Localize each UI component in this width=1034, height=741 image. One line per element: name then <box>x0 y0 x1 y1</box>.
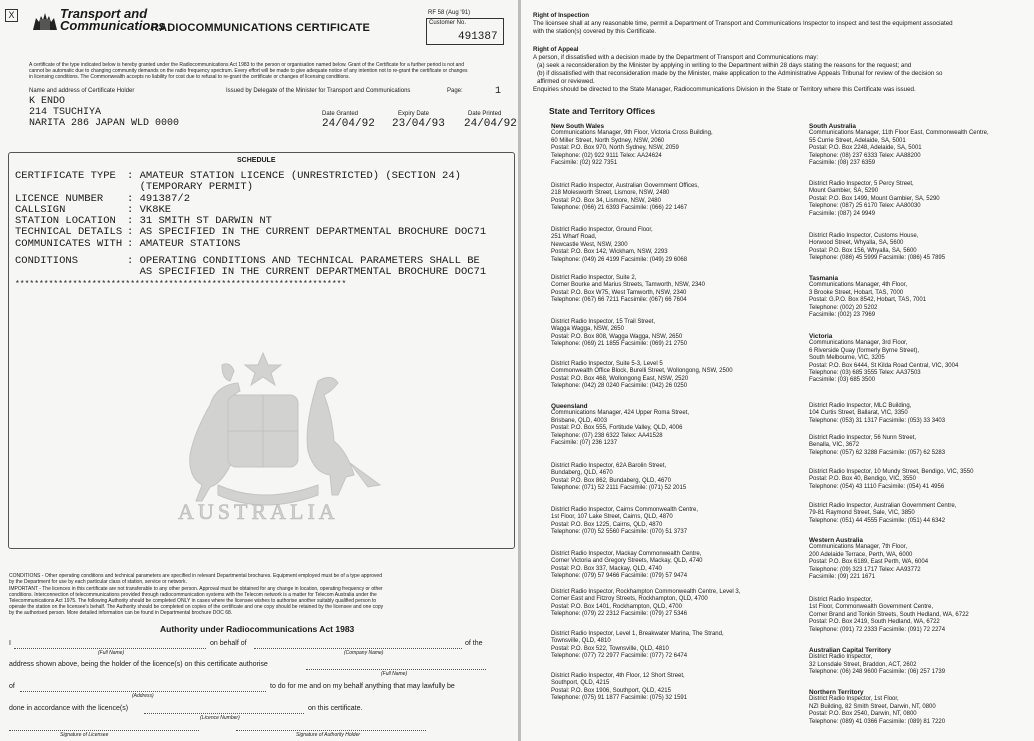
office-line: Telephone: (054) 43 1110 Facsimile: (054) 41 4956 <box>809 483 945 490</box>
appeal-line-2: (a) seek a reconsideration by the Minister by applying in writing to the Department within 28 days stating the reasons for the request; and <box>537 62 912 69</box>
licensee-signature-line[interactable] <box>9 730 199 731</box>
asterisk-rule: ********************************************************************* <box>15 280 347 289</box>
office-entry <box>809 647 945 677</box>
office-line: District Radio Inspector, Suite 2, <box>551 275 637 281</box>
state-heading: Australian Capital Territory <box>809 647 891 654</box>
office-line: Telephone: (087) 25 6170 Telex: AA80030 <box>809 203 921 210</box>
office-line: Telephone: (079) 57 9466 Facsimile: (079) 57 9474 <box>551 573 688 580</box>
date-printed-label: Date Printed <box>468 111 502 117</box>
intro-line-2: cannot be automatic due to changing community demands on the radio frequency spectrum. Every effort will be made to give adequate notice of any intention not to re-grant the certificate or changes <box>29 68 468 74</box>
office-entry <box>551 361 733 391</box>
office-line: Postal: P.O. Box 6444, St Kilda Road Central, VIC, 3004 <box>809 362 959 369</box>
date-granted-label: Date Granted <box>322 111 359 117</box>
office-line: Telephone: (071) 52 2111 Facsimile: (071) 52 2015 <box>551 485 687 492</box>
state-heading: Western Australia <box>809 537 863 544</box>
office-line: District Radio Inspector, 62A Barolin Street, <box>551 463 667 469</box>
offices-heading: State and Territory Offices <box>549 106 656 116</box>
office-entry <box>809 435 945 457</box>
office-line: Telephone: (051) 44 4555 Facsimile: (051) 44 6342 <box>809 517 946 524</box>
expiry-date: 23/04/93 <box>392 118 445 130</box>
office-line: District Radio Inspector, Australian Government Centre, <box>809 503 957 509</box>
company-caption: (Company Name) <box>344 650 384 656</box>
office-line: Telephone: (086) 45 5999 Facsimile: (086) 45 7895 <box>809 255 946 262</box>
expiry-label: Expiry Date <box>398 111 430 117</box>
page-label: Page: <box>447 88 463 94</box>
state-heading: Victoria <box>809 333 833 340</box>
office-entry <box>809 181 940 218</box>
watermark-australia: AUSTRALIA <box>178 499 339 524</box>
state-heading: Tasmania <box>809 275 839 282</box>
date-printed: 24/04/92 <box>464 118 517 130</box>
office-line: Facsimile: (002) 23 7969 <box>809 312 876 319</box>
office-line: Facsimile: (03) 685 3500 <box>809 377 876 384</box>
auth-done: done in accordance with the licence(s) <box>9 705 129 712</box>
schedule-row-value: : 491387/2 <box>127 192 191 205</box>
office-line: Postal: P.O. Box 1499, Mount Gambier, SA, 5290 <box>809 195 940 202</box>
schedule-row-label: CONDITIONS <box>15 255 79 268</box>
office-line: Mount Gambier, SA, 5290 <box>809 188 879 195</box>
office-entry <box>809 123 989 167</box>
office-line: Postal: P.O. Box 1906, Southport, QLD, 4215 <box>551 687 671 694</box>
schedule-row-label: STATION LOCATION <box>15 215 116 228</box>
office-line: Telephone: (077) 72 2977 Facsimile: (077) 72 6474 <box>551 653 688 660</box>
office-line: 200 Adelaide Terrace, Perth, WA, 6000 <box>809 551 913 558</box>
office-entry <box>551 227 687 264</box>
office-line: Communications Manager, 9th Floor, Victoria Cross Building, <box>551 130 713 137</box>
conditions-line-2: by the Department for use by each particular class of station, service or network. <box>9 579 187 585</box>
office-line: District Radio Inspector, Suite 5-3, Level 5 <box>551 361 663 367</box>
conditions-line-1: CONDITIONS - Other operating conditions and technical parameters are specified in relevant Departmental brochures. Equipment employed must be of a type approved <box>9 573 382 579</box>
office-line: District Radio Inspector, Ground Floor, <box>551 227 653 233</box>
office-entry <box>551 631 724 661</box>
appeal-heading: Right of Appeal <box>533 46 579 53</box>
office-line: Postal: P.O. Box 808, Wagga Wagga, NSW, 2650 <box>551 333 683 340</box>
office-line: Telephone: (067) 66 7211 Facsimile: (067) 66 7604 <box>551 297 687 304</box>
coat-of-arms-logo <box>30 10 60 32</box>
office-line: Postal: P.O. Box 970, North Sydney, NSW, 2059 <box>551 145 679 152</box>
conditions-line-4: conditions. Interconnection of telecommunications provided through radiocommunication systems with the Telecom network is a matter for Telecom Australia under the <box>9 592 377 598</box>
office-line: Telephone: (069) 21 1855 Facsimile: (069) 21 2750 <box>551 341 688 348</box>
auth-of: of <box>9 683 15 690</box>
office-line: 55 Currie Street, Adelaide, SA, 5001 <box>809 137 906 144</box>
office-line: Telephone: (042) 28 0240 Facsimile: (042) 26 0250 <box>551 383 688 390</box>
certificate-reverse <box>521 0 1034 741</box>
office-line: Postal: P.O. Box 156, Whyalla, SA, 5600 <box>809 247 917 254</box>
issued-by: Issued by Delegate of the Minister for Transport and Communications <box>226 88 411 94</box>
office-line: Postal: P.O. Box 34, Lismore, NSW, 2480 <box>551 197 661 204</box>
office-line: District Radio Inspector, 5 Percy Street, <box>809 181 914 187</box>
customer-no-value: 491387 <box>458 31 498 43</box>
office-entry <box>551 319 687 349</box>
office-entry <box>809 689 945 726</box>
office-line: 3 Brooke Street, Hobart, TAS, 7000 <box>809 289 904 296</box>
schedule-rows <box>15 171 486 279</box>
office-line: Telephone: (075) 91 1877 Facsimile: (075) 32 1591 <box>551 695 688 702</box>
schedule-row <box>15 194 486 205</box>
office-line: District Radio Inspector, Rockhampton Commonwealth Centre, Level 3, <box>551 589 741 595</box>
appeal-line-5: Enquiries should be directed to the State Manager, Radiocommunications Division in the State or Territory where this Certificate was issued. <box>533 86 916 93</box>
schedule-row-value: : VK8KE <box>127 203 172 216</box>
office-line: 6 Riverside Quay (formerly Byrne Street), <box>809 347 920 354</box>
schedule-heading: SCHEDULE <box>237 157 276 164</box>
office-line: Postal: P.O. Box 862, Bundaberg, QLD, 4670 <box>551 477 671 484</box>
office-line: District Radio Inspector, Customs House, <box>809 233 919 239</box>
office-line: Brisbane, QLD, 4003 <box>551 417 608 424</box>
schedule-row <box>15 182 486 193</box>
office-line: Postal: P.O. Box 555, Fortitude Valley, QLD, 4006 <box>551 425 683 432</box>
office-line: Commonwealth Office Block, Burelli Street, Wollongong, NSW, 2500 <box>551 368 733 375</box>
sig-authority-caption: Signature of Authority Holder <box>296 732 361 738</box>
schedule-row-value: (TEMPORARY PERMIT) <box>127 181 254 194</box>
office-entry <box>551 589 740 619</box>
office-entry <box>551 275 705 305</box>
conditions-line-6: operate the station on the licensee's behalf. The Authority should be completed on copies of the certificate and one copy should be retained by the licensee and one copy <box>9 604 384 610</box>
office-entry <box>809 333 958 385</box>
office-line: Telephone: (07) 238 6322 Telex: AA41528 <box>551 432 663 439</box>
holder-name: K ENDO <box>29 96 66 107</box>
date-granted: 24/04/92 <box>322 118 375 130</box>
office-line: District Radio Inspector, <box>809 597 873 603</box>
office-line: District Radio Inspector, Australian Government Offices, <box>551 183 699 189</box>
auth-line-2: address shown above, being the holder of the licence(s) on this certificate authorise <box>9 661 268 668</box>
full-name-caption-2: (Full Name) <box>381 671 408 677</box>
office-line: Postal: P.O. Box 6189, East Perth, WA, 6004 <box>809 559 929 566</box>
holder-label: Name and address of Certificate Holder <box>29 88 135 94</box>
office-line: Postal: P.O. Box 2540, Darwin, NT, 0800 <box>809 711 917 718</box>
office-line: Townsville, QLD, 4810 <box>551 638 611 645</box>
office-line: Telephone: (079) 22 2312 Facsimile: (079) 27 5346 <box>551 611 688 618</box>
office-line: District Radio Inspector, MLC Building, <box>809 403 912 409</box>
office-entry <box>551 403 689 447</box>
auth-on-behalf: on behalf of <box>210 640 247 647</box>
office-entry <box>809 537 928 581</box>
office-line: NZI Building, 82 Smith Street, Darwin, NT, 0800 <box>809 703 936 710</box>
holder-address-2: NARITA 286 JAPAN WLD 0000 <box>29 118 180 129</box>
schedule-row <box>15 239 486 250</box>
address-caption: (Address) <box>132 693 154 699</box>
checkbox-mark: X <box>5 9 18 22</box>
inspection-line-1: The licensee shall at any reasonable time, permit a Department of Transport and Communications Inspector to inspect and test the equipment associated <box>533 20 953 27</box>
office-line: Telephone: (08) 237 6333 Telex: AA88200 <box>809 152 921 159</box>
office-line: Postal: P.O. Box 468, Wollongong East, NSW, 2520 <box>551 375 689 382</box>
office-entry <box>809 503 956 525</box>
schedule-row-label: CERTIFICATE TYPE <box>15 170 116 182</box>
office-line: Postal: P.O. Box 1401, Rockhampton, QLD, 4700 <box>551 603 682 610</box>
appeal-line-1: A person, if dissatisfied with a decision made by the Department of Transport and Communications may: <box>533 54 819 61</box>
office-line: Telephone: (053) 31 1317 Facsimile: (053) 33 3403 <box>809 417 946 424</box>
schedule-row-value: : AMATEUR STATION LICENCE (UNRESTRICTED) (SECTION 24) <box>127 170 461 182</box>
office-line: Corner Victoria and Gregory Streets, Mackay, QLD, 4740 <box>551 558 703 565</box>
office-line: Postal: P.O. Box 2419, South Hedland, WA, 6722 <box>809 619 940 626</box>
office-entry <box>809 233 945 263</box>
office-line: District Radio Inspector, Level 1, Breakwater Marina, The Strand, <box>551 631 724 637</box>
office-line: Telephone: (070) 52 5560 Facsimile: (070) 51 3737 <box>551 529 688 536</box>
office-line: Facsimile: (08) 237 6359 <box>809 160 876 167</box>
office-line: Facsimile: (09) 221 1671 <box>809 574 876 581</box>
state-heading: New South Wales <box>551 123 605 130</box>
office-line: 1st Floor, 107 Lake Street, Cairns, QLD, 4870 <box>551 514 673 521</box>
certificate-title: RADIOCOMMUNICATIONS CERTIFICATE <box>151 22 371 34</box>
licence-number-line[interactable] <box>144 713 304 714</box>
customer-no-box <box>426 18 504 45</box>
schedule-row-label <box>15 182 127 193</box>
office-entry <box>551 551 703 581</box>
office-line: District Radio Inspector, Cairns Commonwealth Centre, <box>551 507 699 513</box>
office-line: Communications Manager, 3rd Floor, <box>809 340 908 347</box>
office-line: District Radio Inspector, <box>809 654 873 661</box>
office-entry <box>809 403 945 425</box>
intro-line-3: in licensing conditions. The Commonwealth accepts no liability for cost due to refusal to re-grant the certificate or changes of licensing conditions. <box>29 74 350 80</box>
brand-line-1: Transport and <box>60 6 148 21</box>
office-entry <box>551 507 698 537</box>
intro-line-1: A certificate of the type indicated below is hereby granted under the Radiocommunications Act 1983 to the person or organisation named below. Grant of the Certificate for a further period is not and <box>29 62 464 68</box>
office-line: District Radio Inspector, 15 Trail Street, <box>551 319 656 325</box>
schedule-row-value: : AMATEUR STATIONS <box>127 237 241 250</box>
authority-heading: Authority under Radiocommunications Act 1983 <box>160 624 355 634</box>
full-name-line[interactable] <box>14 648 206 649</box>
sig-licensee-caption: Signature of Licensee <box>60 732 109 738</box>
conditions-line-3: IMPORTANT - The licences in this certificate are not transferable to any other person. Approval must be obtained for any change in location, operating frequency or other <box>9 586 383 592</box>
office-line: 251 Wharf Road, <box>551 234 597 241</box>
schedule-row-value: : 31 SMITH ST DARWIN NT <box>127 215 272 228</box>
office-entry <box>809 275 926 319</box>
office-line: Postal: G.P.O. Box 8542, Hobart, TAS, 7001 <box>809 297 927 304</box>
state-heading: Northern Territory <box>809 689 864 696</box>
office-entry <box>551 463 686 493</box>
conditions-line-5: Telecommunications Act 1975. The following Authority should be completed ONLY in cases where the licensee wishes to authorise another suitably qualified person to <box>9 598 377 604</box>
office-line: Telephone: (09) 323 1717 Telex: AA93772 <box>809 566 921 573</box>
office-entry <box>809 469 973 491</box>
state-heading: South Australia <box>809 123 856 130</box>
full-name-caption: (Full Name) <box>98 650 125 656</box>
office-entry <box>551 123 713 167</box>
form-number: RF 58 (Aug '91) <box>428 10 471 16</box>
office-line: Communications Manager, 11th Floor East, Commonwealth Centre, <box>809 130 989 137</box>
schedule-row-label: TECHNICAL DETAILS <box>15 226 123 239</box>
schedule-row-label: LICENCE NUMBER <box>15 192 104 205</box>
office-line: Horwood Street, Whyalla, SA, 5600 <box>809 240 904 247</box>
auth-of-the: of the <box>465 640 483 647</box>
office-line: Newcastle West, NSW, 2300 <box>551 241 628 248</box>
office-line: Wagga Wagga, NSW, 2650 <box>551 326 624 333</box>
office-entry <box>809 597 969 634</box>
office-line: Telephone: (002) 20 5202 <box>809 304 878 311</box>
inspection-heading: Right of Inspection <box>533 12 590 19</box>
office-line: 104 Curtis Street, Ballarat, VIC, 3350 <box>809 410 908 417</box>
office-line: Corner East and Fitzroy Streets, Rockhampton, QLD, 4700 <box>551 596 708 603</box>
office-line: Postal: P.O. Box 2248, Adelaide, SA, 5001 <box>809 145 922 152</box>
customer-no-label: Customer No. <box>429 20 467 26</box>
office-line: District Radio Inspector, 1st Floor, <box>809 696 899 703</box>
office-line: Bundaberg, QLD, 4670 <box>551 470 613 477</box>
schedule-row-value: : OPERATING CONDITIONS AND TECHNICAL PARAMETERS SHALL BE <box>127 255 480 268</box>
page-number: 1 <box>495 86 502 97</box>
office-line: District Radio Inspector, 10 Mundy Street, Bendigo, VIC, 3550 <box>809 469 974 475</box>
inspection-line-2: with the station(s) covered by this Certificate. <box>533 28 657 35</box>
company-name-line[interactable] <box>254 648 462 649</box>
address-line[interactable] <box>20 691 266 692</box>
office-line: District Radio Inspector, 56 Nunn Street, <box>809 435 917 441</box>
office-line: Postal: P.O. Box 337, Mackay, QLD, 4740 <box>551 565 662 572</box>
office-line: 60 Miller Street, North Sydney, NSW, 2060 <box>551 137 665 144</box>
office-line: Benalla, VIC, 3672 <box>809 442 860 449</box>
licence-number-caption: (Licence Number) <box>200 715 240 721</box>
office-line: South Melbourne, VIC, 3205 <box>809 355 885 362</box>
auth-i: I <box>9 640 11 647</box>
schedule-row-value: : AS SPECIFIED IN THE CURRENT DEPARTMENTAL BROCHURE DOC71 <box>127 226 487 239</box>
office-line: Postal: P.O. Box W75, West Tamworth, NSW, 2340 <box>551 289 687 296</box>
office-line: Facsimile: (07) 236 1237 <box>551 440 618 447</box>
schedule-row <box>15 267 486 278</box>
conditions-line-7: by the authorised person. More detailed information can be found in Departmental brochure DOC 68. <box>9 610 233 616</box>
office-line: Communications Manager, 424 Upper Roma Street, <box>551 410 690 417</box>
authority-signature-line[interactable] <box>236 730 426 731</box>
schedule-row-value: AS SPECIFIED IN THE CURRENT DEPARTMENTAL BROCHURE DOC71 <box>127 266 487 279</box>
office-line: Postal: P.O. Box 142, Wickham, NSW, 2293 <box>551 249 668 256</box>
office-line: Telephone: (057) 62 3288 Facsimile: (057) 62 5283 <box>809 449 946 456</box>
office-line: District Radio Inspector, 4th Floor, 12 Short Street, <box>551 673 685 679</box>
office-line: Facsimile: (02) 922 7351 <box>551 160 618 167</box>
office-line: Communications Manager, 4th Floor, <box>809 282 908 289</box>
office-line: 79-81 Raymond Street, Sale, VIC, 3850 <box>809 510 915 517</box>
office-line: Corner Brand and Tonkin Streets, South Hedland, WA, 6722 <box>809 611 969 618</box>
appeal-line-3: (b) if dissatisfied with that reconsideration made by the Minister, make application to the Administrative Appeals Tribunal for review of the decision so <box>537 70 943 77</box>
office-line: Telephone: (089) 41 0366 Facsimile: (089) 81 7220 <box>809 718 946 725</box>
office-line: Telephone: (066) 21 6393 Facsimile: (066) 22 1467 <box>551 205 688 212</box>
holder-address-1: 214 TSUCHIYA <box>29 107 102 118</box>
office-line: Postal: P.O. Box 40, Bendigo, VIC, 3550 <box>809 476 916 483</box>
office-line: Communications Manager, 7th Floor, <box>809 544 908 551</box>
office-line: Telephone: (02) 922 9111 Telex: AA24624 <box>551 152 662 159</box>
office-line: Telephone: (06) 248 9600 Facsimile: (06) 257 1739 <box>809 669 946 676</box>
office-line: District Radio Inspector, Mackay Commonwealth Centre, <box>551 551 702 557</box>
appeal-line-4: affirmed or reviewed. <box>537 78 595 85</box>
office-line: Telephone: (091) 72 2333 Facsimile: (091) 72 2274 <box>809 626 946 633</box>
office-entry <box>551 673 687 703</box>
auth-on-certificate: on this certificate. <box>308 705 363 712</box>
office-line: Telephone: (049) 26 4199 Facsimile: (049) 29 6068 <box>551 256 688 263</box>
auth-line-3: to do for me and on my behalf anything that may lawfully be <box>270 683 455 690</box>
office-line: 1st Floor, Commonwealth Government Centre, <box>809 604 934 611</box>
office-line: Postal: P.O. Box 522, Townsville, QLD, 4810 <box>551 645 669 652</box>
schedule-row-label <box>15 267 127 278</box>
office-line: 218 Molesworth Street, Lismore, NSW, 2480 <box>551 190 670 197</box>
office-line: Facsimile: (087) 24 9949 <box>809 210 876 217</box>
office-line: Southport, QLD, 4215 <box>551 680 610 687</box>
state-heading: Queensland <box>551 403 588 410</box>
office-line: 32 Lonsdale Street, Braddon, ACT, 2602 <box>809 661 917 668</box>
authorised-name-line[interactable] <box>306 669 486 670</box>
office-line: Telephone: (03) 685 3555 Telex: AA37503 <box>809 370 921 377</box>
office-line: Corner Bourke and Marius Streets, Tamworth, NSW, 2340 <box>551 282 705 289</box>
schedule-row-label: COMMUNICATES WITH <box>15 237 123 250</box>
office-entry <box>551 183 699 213</box>
office-line: Postal: P.O. Box 1225, Cairns, QLD, 4870 <box>551 521 663 528</box>
brand-line-2: Communications <box>60 18 166 33</box>
schedule-row-label: CALLSIGN <box>15 203 66 216</box>
